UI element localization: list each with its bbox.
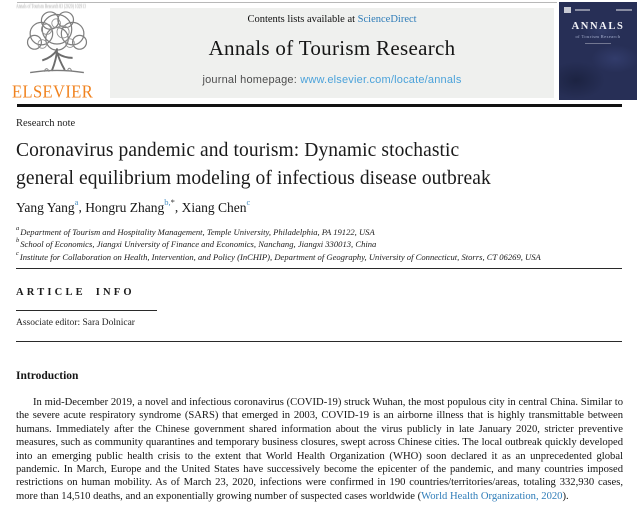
elsevier-wordmark: ELSEVIER — [12, 81, 94, 102]
author-separator: , — [78, 199, 86, 215]
cover-menu-icon — [564, 7, 571, 13]
elsevier-logo[interactable] — [12, 6, 104, 104]
journal-header-box — [110, 8, 554, 98]
running-head: Annals of Tourism Research 83 (2020) 102913 — [16, 4, 86, 10]
author — [16, 197, 79, 215]
cover-subtitle: of Tourism Research — [575, 34, 621, 39]
elsevier-tree-icon — [18, 8, 96, 80]
section-rule — [16, 268, 622, 269]
cover-issn-text — [616, 9, 632, 11]
author-name: Xiang Chen — [181, 199, 247, 215]
author — [85, 197, 175, 215]
affiliation-text: School of Economics, Jiangxi University of Finance and Economics, Nanchang, Jiangxi 330013, China — [20, 239, 377, 250]
author-name: Hongru Zhang — [85, 199, 165, 215]
article-info-rule — [16, 310, 157, 311]
author-affiliation-sup[interactable]: a — [74, 197, 79, 207]
header-thick-rule — [17, 104, 622, 107]
intro-paragraph — [16, 396, 623, 503]
cover-title: ANNALS — [571, 21, 625, 32]
paragraph-text: ). — [562, 490, 569, 502]
author-affiliation-sup[interactable]: c — [246, 197, 251, 207]
section-heading-introduction: Introduction — [16, 370, 79, 382]
author-list — [16, 198, 250, 216]
affiliation-list — [16, 225, 622, 262]
author-sup-letter: b, — [164, 197, 171, 207]
affiliation-text: Institute for Collaboration on Health, Intervention, and Policy (InCHIP), Department of Geography, University of Connecticut, Storrs, CT 06269, USA — [19, 251, 541, 262]
homepage-line — [110, 74, 554, 86]
author — [181, 197, 251, 215]
contents-line — [110, 14, 554, 25]
article-title: Coronavirus pandemic and tourism: Dynamic stochastic general equilibrium modeling of infectious disease outbreak — [16, 140, 491, 189]
affiliation-sup: b — [16, 237, 20, 245]
who-citation-link[interactable]: World Health Organization, 2020 — [421, 490, 563, 502]
top-hairline — [17, 2, 557, 3]
cover-rule — [585, 43, 611, 44]
article-info-heading: ARTICLE INFO — [16, 287, 135, 298]
affiliation — [16, 237, 622, 249]
affiliation-sup: c — [16, 249, 19, 257]
affiliation-sup: a — [16, 225, 20, 232]
paragraph-text: In mid-December 2019, a novel and infectious coronavirus (COVID-19) struck Wuhan, the most populous city in central China. Similar to the severe acute respiratory syndrome (SARS) that emerged in 2003, COVID-19 is an airborne illness that is highly transmittable between humans. Immediately after the Chinese government shared information about the virus publicly in late January 2020, stricter preventive measures, such as community quarantines and temporary business closures, swept across Chinese cities. The local outbreak quickly developed into an emerging public health crisis to the extent that World Health Organization (WHO) soon declared it as an unprecedented global pandemic. In March, Europe and the United States have successively become the epicenter of the pandemic, and many countries imposed restrictions on human mobility. As of March 23, 2020, infections were confirmed in 190 countries/territories/areas, totaling 332,930 cases, more than 14,510 deaths, and an exponentially growing number of suspected cases worldwide ( — [16, 397, 623, 502]
journal-homepage-link[interactable]: www.elsevier.com/locate/annals — [300, 74, 462, 86]
affiliation-text: Department of Tourism and Hospitality Management, Temple University, Philadelphia, PA 19122, USA — [20, 226, 375, 237]
author-affiliation-sup[interactable] — [164, 197, 175, 207]
affiliation — [16, 225, 622, 237]
section-rule — [16, 341, 622, 342]
affiliation — [16, 250, 622, 262]
associate-editor: Associate editor: Sara Dolnicar — [16, 318, 135, 328]
contents-prefix: Contents lists available at — [247, 14, 358, 25]
corresponding-author-star: * — [170, 197, 175, 207]
author-name: Yang Yang — [16, 199, 75, 215]
cover-volume-text — [575, 9, 590, 11]
author-separator: , — [174, 199, 182, 215]
journal-title: Annals of Tourism Research — [208, 36, 456, 60]
journal-cover[interactable] — [559, 2, 637, 100]
article-kicker: Research note — [16, 118, 76, 129]
sciencedirect-link[interactable]: ScienceDirect — [357, 14, 417, 25]
homepage-prefix: journal homepage: — [202, 74, 301, 86]
